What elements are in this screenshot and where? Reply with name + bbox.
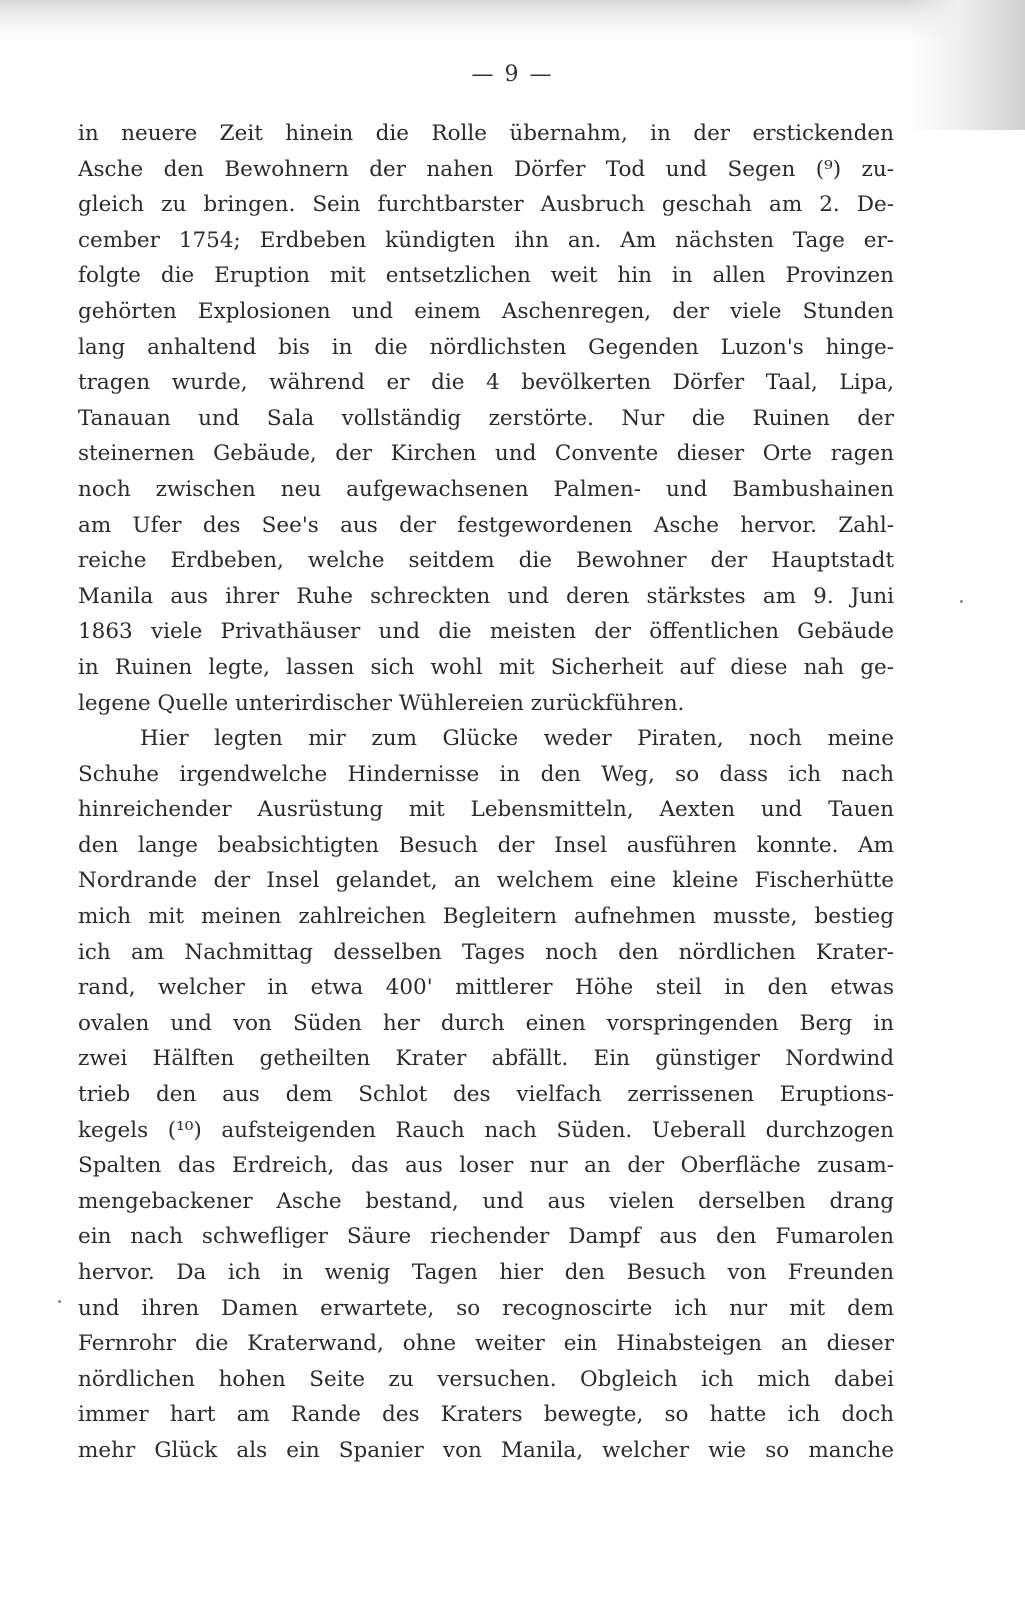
text-line: folgte die Eruption mit entsetzlichen weit hin in allen Provinzen (78, 263, 894, 289)
body-text (78, 116, 894, 1469)
text-line: ich am Nachmittag desselben Tages noch den nördlichen Krater- (78, 939, 894, 965)
text-line: tragen wurde, während er die 4 bevölkerten Dörfer Taal, Lipa, (78, 370, 894, 396)
text-line: Fernrohr die Kraterwand, ohne weiter ein Hinabsteigen an dieser (78, 1331, 894, 1357)
text-line: trieb den aus dem Schlot des vielfach zerrissenen Eruptions- (78, 1082, 894, 1108)
paragraph-end-line: legene Quelle unterirdischer Wühlereien zurückführen. (78, 690, 685, 716)
text-line: Schuhe irgendwelche Hindernisse in den Weg, so dass ich nach (78, 761, 894, 787)
text-line: zwei Hälften getheilten Krater abfällt. Ein günstiger Nordwind (78, 1046, 894, 1072)
text-line: mehr Glück als ein Spanier von Manila, welcher wie so manche (78, 1437, 894, 1463)
text-line: cember 1754; Erdbeben kündigten ihn an. Am nächsten Tage er- (78, 227, 894, 253)
text-line: Spalten das Erdreich, das aus loser nur an der Oberfläche zusam- (78, 1153, 894, 1179)
text-line: Asche den Bewohnern der nahen Dörfer Tod und Segen (⁹) zu- (78, 156, 894, 182)
text-line: lang anhaltend bis in die nördlichsten Gegenden Luzon's hinge- (78, 334, 894, 360)
text-line: in neuere Zeit hinein die Rolle übernahm, in der erstickenden (78, 121, 894, 146)
paragraph-start-line: Hier legten mir zum Glücke weder Piraten, noch meine (140, 726, 894, 752)
page-number: — 9 — (471, 62, 554, 87)
text-line: reiche Erdbeben, welche seitdem die Bewohner der Hauptstadt (78, 548, 894, 574)
text-line: rand, welcher in etwa 400' mittlerer Höhe steil in den etwas (78, 975, 894, 1001)
text-line: immer hart am Rande des Kraters bewegte, so hatte ich doch (78, 1402, 894, 1428)
text-line: mich mit meinen zahlreichen Begleitern aufnehmen musste, bestieg (78, 904, 894, 930)
scan-speck (58, 1300, 61, 1303)
text-line: kegels (¹⁰) aufsteigenden Rauch nach Süden. Ueberall durchzogen (78, 1117, 894, 1143)
text-line: in Ruinen legte, lassen sich wohl mit Sicherheit auf diese nah ge- (78, 654, 894, 680)
text-line: noch zwischen neu aufgewachsenen Palmen- und Bambushainen (78, 476, 894, 502)
text-line: Manila aus ihrer Ruhe schreckten und deren stärkstes am 9. Juni (78, 583, 894, 609)
text-line: hinreichender Ausrüstung mit Lebensmitteln, Aexten und Tauen (78, 797, 894, 823)
text-line: mengebackener Asche bestand, und aus vielen derselben drang (78, 1188, 894, 1214)
text-line: Nordrande der Insel gelandet, an welchem eine kleine Fischerhütte (78, 868, 894, 894)
text-line: und ihren Damen erwartete, so recognoscirte ich nur mit dem (78, 1295, 894, 1321)
text-line: Tanauan und Sala vollständig zerstörte. Nur die Ruinen der (78, 405, 894, 431)
text-line: ein nach schwefliger Säure riechender Dampf aus den Fumarolen (78, 1224, 894, 1250)
text-line: den lange beabsichtigten Besuch der Insel ausführen konnte. Am (78, 832, 894, 858)
text-line: nördlichen hohen Seite zu versuchen. Obgleich ich mich dabei (78, 1366, 894, 1392)
scan-speck (960, 600, 963, 603)
text-line: gehörten Explosionen und einem Aschenregen, der viele Stunden (78, 298, 894, 324)
text-line: steinernen Gebäude, der Kirchen und Convente dieser Orte ragen (78, 441, 894, 467)
text-line: 1863 viele Privathäuser und die meisten der öffentlichen Gebäude (78, 619, 894, 645)
text-line: gleich zu bringen. Sein furchtbarster Ausbruch geschah am 2. De- (78, 192, 894, 218)
text-line: hervor. Da ich in wenig Tagen hier den Besuch von Freunden (78, 1260, 894, 1285)
scan-shadow-top (0, 0, 1025, 40)
text-line: am Ufer des See's aus der festgewordenen Asche hervor. Zahl- (78, 512, 894, 538)
text-line: ovalen und von Süden her durch einen vorspringenden Berg in (78, 1010, 894, 1036)
